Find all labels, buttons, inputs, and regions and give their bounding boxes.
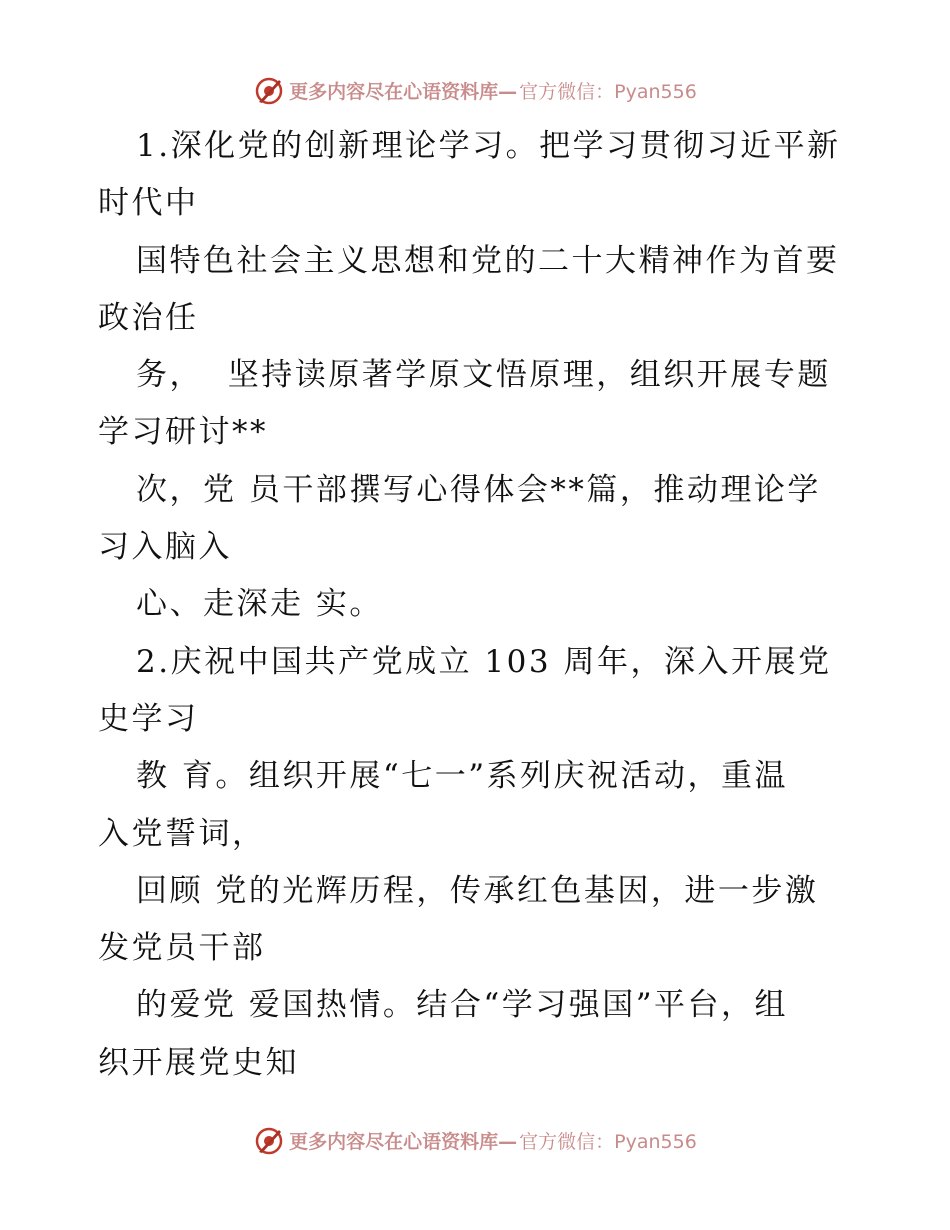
text-line: 2.庆祝中国共产党成立 103 周年，深入开展党 [136,643,832,680]
quill-logo-icon [253,74,285,106]
text-line: 发党员干部 [98,930,266,967]
footer-wechat-text: 官方微信：Pyan556 [519,1130,697,1153]
text-line: 织开展党史知 [98,1044,299,1081]
footer-banner-text: 更多内容尽在心语资料库— [289,1130,518,1153]
text-line: 教 育。组织开展“七一”系列庆祝活动，重温 [136,758,789,795]
document-body [98,118,858,1092]
quill-logo-icon [253,1124,285,1156]
text-line: 务， 坚持读原著学原文悟原理，组织开展专题 [136,357,831,394]
text-line: 次，党 员干部撰写心得体会**篇，推动理论学 [136,471,821,508]
header-wechat-text: 官方微信：Pyan556 [519,80,697,103]
text-line: 习入脑入 [98,529,232,566]
text-line: 的爱党 爱国热情。结合“学习强国”平台，组 [136,987,789,1024]
text-line: 时代中 [98,185,199,222]
text-line: 学习研讨** [98,414,268,451]
text-line: 国特色社会主义思想和党的二十大精神作为首要 [136,242,840,279]
text-line: 政治任 [98,299,199,336]
header-banner [0,70,950,110]
text-line: 入党誓词， [98,815,266,852]
text-line: 心、走深走 实。 [136,586,383,623]
text-line: 史学习 [98,700,199,737]
footer-banner [0,1120,950,1160]
text-line: 回顾 党的光辉历程，传承红色基因，进一步激 [136,872,819,909]
header-banner-text: 更多内容尽在心语资料库— [289,80,518,103]
text-line: 1.深化党的创新理论学习。把学习贯彻习近平新 [136,128,841,164]
